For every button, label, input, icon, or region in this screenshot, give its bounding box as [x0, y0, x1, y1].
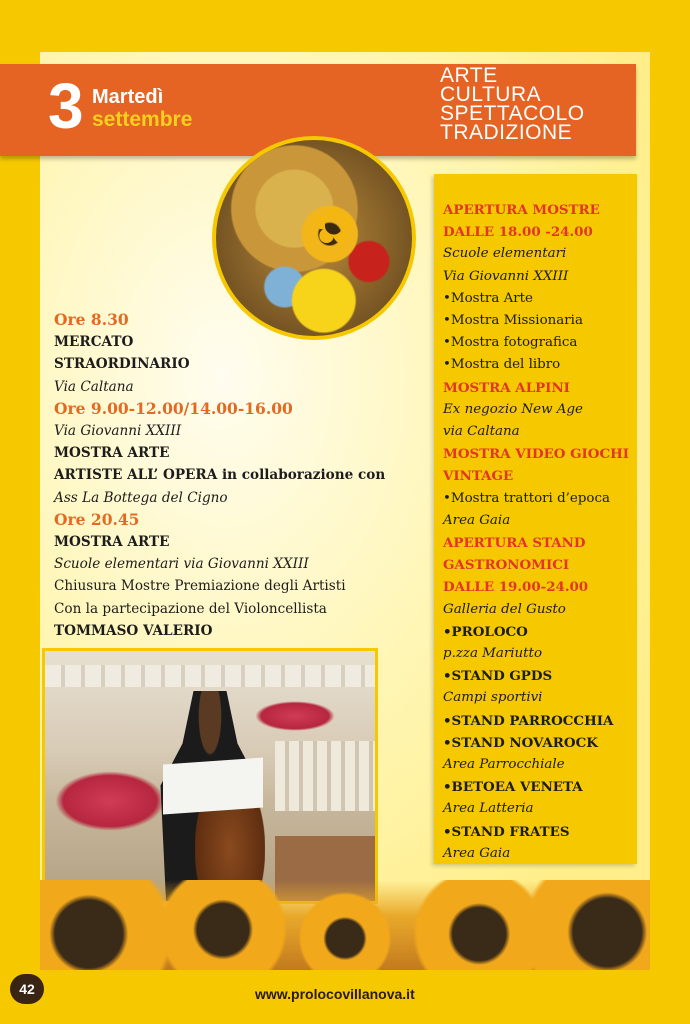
program-line: Ass La Bottega del Cigno: [54, 489, 228, 506]
website-link[interactable]: www.prolocovillanova.it: [255, 986, 415, 1002]
theme-list: [440, 66, 585, 142]
program-line: MERCATO: [54, 334, 134, 351]
theme-item: ARTE: [440, 64, 498, 87]
sunflower-border: [40, 880, 650, 970]
program-line: VINTAGE: [443, 468, 514, 485]
right-program-box: [434, 174, 637, 864]
program-line: STRAORDINARIO: [54, 356, 190, 373]
program-line: Scuole elementari: [443, 246, 567, 262]
program-line: MOSTRA ARTE: [54, 534, 170, 551]
program-line: •Mostra trattori d’epoca: [443, 490, 610, 506]
cellist-photo: [42, 648, 378, 904]
theme-item: TRADIZIONE: [440, 121, 573, 144]
photo-balustrade: [275, 741, 375, 811]
program-line: via Caltana: [443, 424, 520, 440]
day-name: Martedì: [92, 86, 164, 108]
photo-drape: [255, 701, 335, 731]
month-name: settembre: [92, 108, 193, 131]
program-line: Ore 8.30: [54, 310, 129, 329]
program-line: Area Parrocchiale: [443, 757, 565, 773]
program-line: •Mostra Arte: [443, 290, 533, 306]
program-line: GASTRONOMICI: [443, 557, 570, 574]
program-line: •BETOEA VENETA: [443, 779, 583, 796]
program-line: Con la partecipazione del Violoncellista: [54, 600, 327, 617]
photo-drape: [55, 771, 165, 831]
program-line: Area Latteria: [443, 801, 534, 817]
program-line: Via Caltana: [54, 378, 134, 395]
day-number: 3: [48, 70, 84, 142]
photo-arch: [45, 665, 375, 687]
left-program: [54, 309, 424, 642]
program-line: Area Gaia: [443, 845, 511, 861]
program-line: Via Giovanni XXIII: [54, 423, 182, 440]
program-line: Ex negozio New Age: [443, 401, 583, 417]
program-line: Via Giovanni XXIII: [443, 268, 569, 284]
program-line: •PROLOCO: [443, 623, 528, 640]
program-line: •STAND FRATES: [443, 823, 570, 840]
program-line: DALLE 19.00-24.00: [443, 579, 589, 596]
program-line: MOSTRA ALPINI: [443, 379, 570, 396]
program-line: Galleria del Gusto: [443, 601, 566, 617]
program-line: •Mostra Missionaria: [443, 313, 583, 329]
page-number: 42: [10, 974, 44, 1004]
program-line: MOSTRA ARTE: [54, 445, 170, 462]
program-line: •Mostra fotografica: [443, 335, 578, 351]
program-line: APERTURA MOSTRE: [443, 202, 600, 218]
program-line: •STAND GPDS: [443, 668, 553, 685]
theme-item: SPETTACOLO: [440, 102, 585, 125]
program-line: Ore 20.45: [54, 509, 140, 529]
program-line: Area Gaia: [443, 512, 511, 528]
program-line: Scuole elementari via Giovanni XXIII: [54, 556, 309, 573]
sunflower-hat-icon: ✿: [312, 196, 356, 256]
program-line: Ore 9.00-12.00/14.00-16.00: [54, 398, 293, 418]
theme-item: CULTURA: [440, 83, 542, 106]
program-line: MOSTRA VIDEO GIOCHI: [443, 446, 630, 463]
program-line: Chiusura Mostre Premiazione degli Artisti: [54, 578, 346, 595]
program-line: ARTISTE ALL’ OPERA in collaborazione con: [54, 467, 386, 484]
program-line: •STAND PARROCCHIA: [443, 712, 614, 729]
photo-music-stand: [163, 758, 263, 815]
program-line: DALLE 18.00 -24.00: [443, 224, 593, 241]
program-line: TOMMASO VALERIO: [54, 622, 213, 639]
program-line: •STAND NOVAROCK: [443, 734, 598, 751]
right-program: [443, 199, 643, 865]
program-line: p.zza Mariutto: [443, 646, 543, 662]
program-line: Campi sportivi: [443, 690, 543, 706]
program-line: •Mostra del libro: [443, 357, 561, 373]
program-line: APERTURA STAND: [443, 535, 586, 552]
